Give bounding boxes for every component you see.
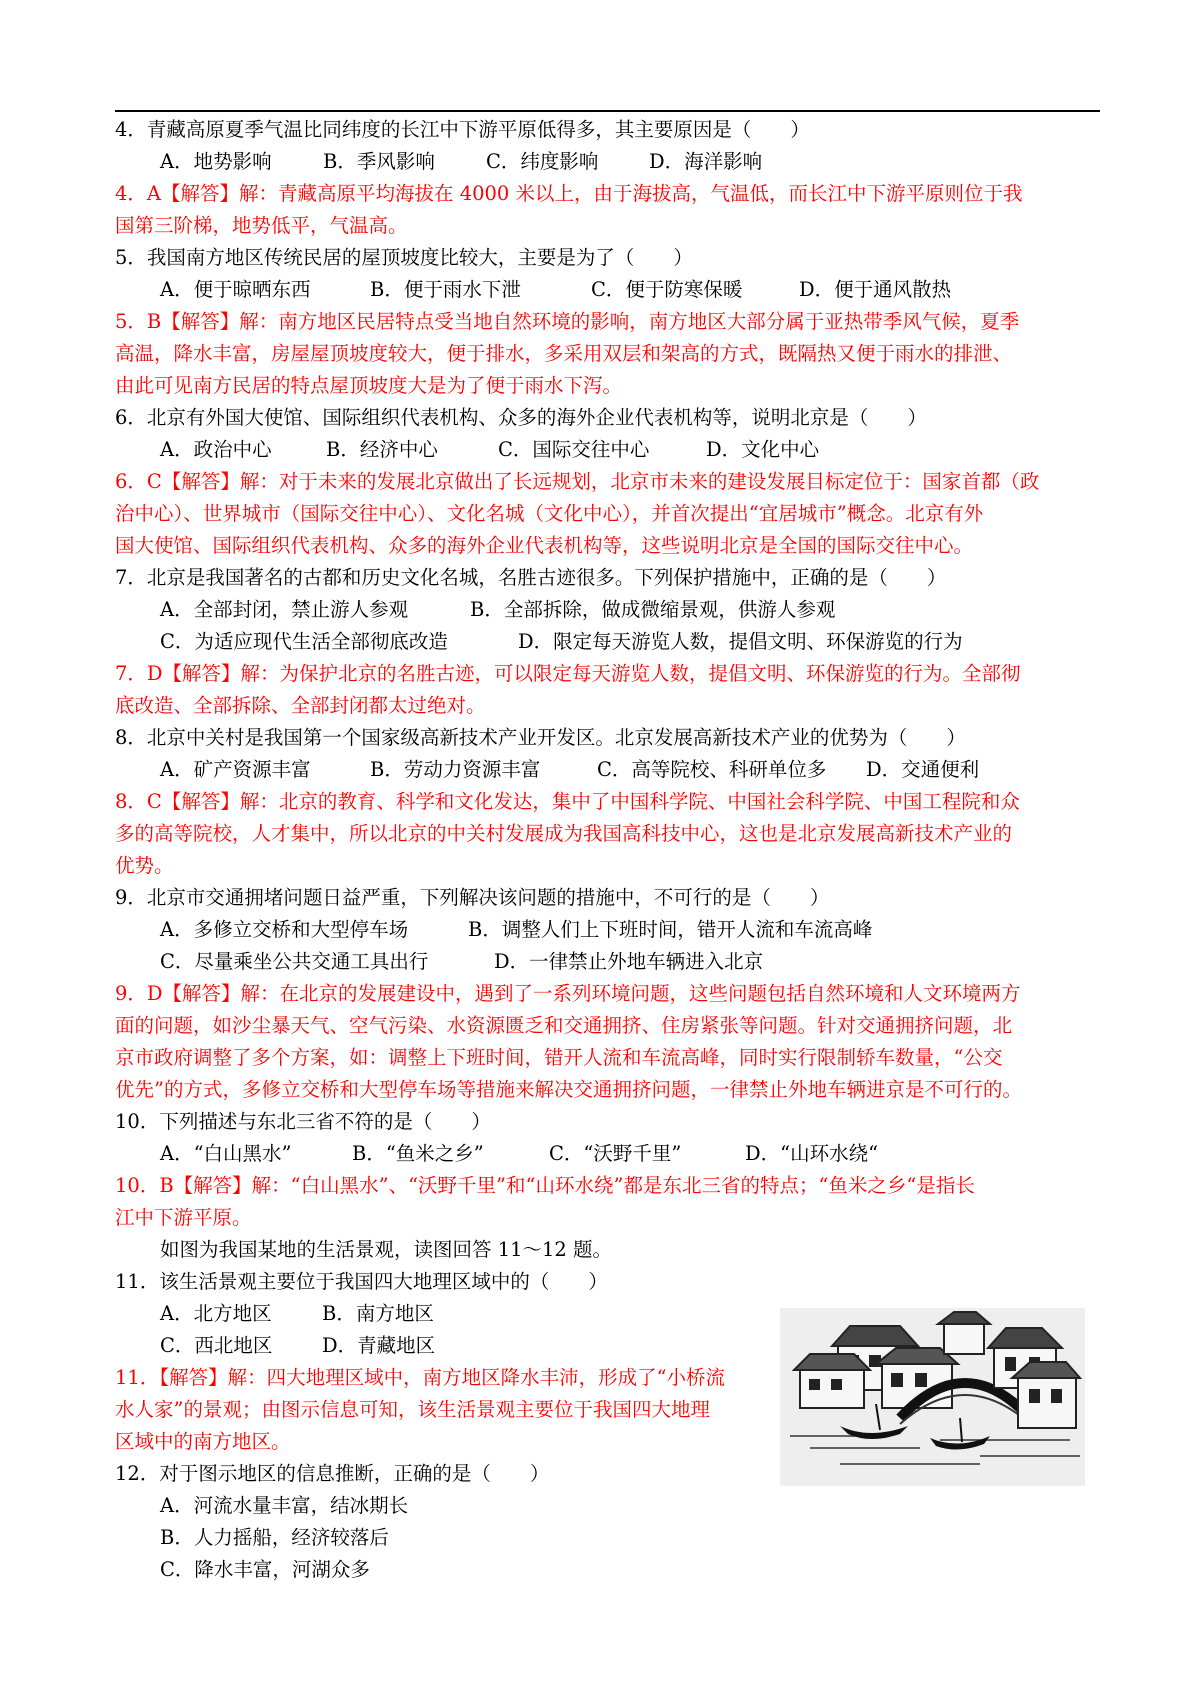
question-6-options (115, 434, 1105, 466)
question-7-options-row-1 (115, 594, 1105, 626)
option-a: A．北方地区 (160, 1302, 272, 1325)
answer-9-line-4: 优先”的方式，多修立交桥和大型停车场等措施来解决交通拥挤问题，一律禁止外地车辆进京是不可行的。 (115, 1078, 1022, 1101)
question-7-options-row-2 (115, 626, 1105, 658)
option-b: B．人力摇船，经济较落后 (160, 1526, 389, 1549)
question-4-stem: 4．青藏高原夏季气温比同纬度的长江中下游平原低得多，其主要原因是（ ） (115, 118, 810, 141)
option-d: D．便于通风散热 (799, 278, 952, 301)
option-a: A．多修立交桥和大型停车场 (160, 918, 409, 941)
option-a: A．“白山黑水” (160, 1142, 292, 1165)
option-a: A．政治中心 (160, 438, 272, 461)
answer-8-line-2: 多的高等院校，人才集中，所以北京的中关村发展成为我国高科技中心，这也是北京发展高新技术产业的 (115, 822, 1013, 845)
option-c: C．便于防寒保暖 (591, 278, 743, 301)
option-b: B．季风影响 (323, 150, 435, 173)
answer-11-line-3: 区域中的南方地区。 (115, 1430, 291, 1453)
answer-11-line-2: 水人家”的景观；由图示信息可知，该生活景观主要位于我国四大地理 (115, 1398, 710, 1421)
option-c: C．国际交往中心 (498, 438, 650, 461)
answer-10-line-1: 10．B【解答】解：“白山黑水”、“沃野千里”和“山环水绕”都是东北三省的特点；“鱼米之乡“是指长 (115, 1174, 975, 1197)
option-d: D．青藏地区 (322, 1334, 436, 1357)
option-b: B．调整人们上下班时间，错开人流和车流高峰 (468, 918, 873, 941)
option-d: D．一律禁止外地车辆进入北京 (494, 950, 764, 973)
question-4-options (115, 146, 1105, 178)
answer-6-line-1: 6．C【解答】解：对于未来的发展北京做出了长远规划，北京市未来的建设发展目标定位于：国家首都（政 (115, 470, 1040, 493)
option-d: D．文化中心 (706, 438, 820, 461)
option-b: B．南方地区 (322, 1302, 434, 1325)
question-8-options (115, 754, 1105, 786)
answer-4-line-2: 国第三阶梯，地势低平，气温高。 (115, 214, 408, 237)
answer-5-line-2: 高温，降水丰富，房屋屋顶坡度较大，便于排水，多采用双层和架高的方式，既隔热又便于雨水的排泄、 (115, 342, 1013, 365)
option-c: C．西北地区 (160, 1334, 273, 1357)
option-b: B．劳动力资源丰富 (370, 758, 541, 781)
option-d: D．“山环水绕“ (745, 1142, 879, 1165)
answer-7-line-2: 底改造、全部拆除、全部封闭都太过绝对。 (115, 694, 486, 717)
answer-8-line-3: 优势。 (115, 854, 174, 877)
answer-10-line-2: 江中下游平原。 (115, 1206, 252, 1229)
option-c: C．纬度影响 (486, 150, 599, 173)
question-9-options-row-1 (115, 914, 1105, 946)
header-rule (115, 110, 1100, 112)
answer-9-line-3: 京市政府调整了多个方案，如：调整上下班时间，错开人流和车流高峰，同时实行限制轿车数量，“公交 (115, 1046, 1003, 1069)
question-5-options (115, 274, 1105, 306)
question-10-options (115, 1138, 1105, 1170)
option-c: C．高等院校、科研单位多 (597, 758, 827, 781)
option-a: A．矿产资源丰富 (160, 758, 311, 781)
option-c: C．尽量乘坐公共交通工具出行 (160, 950, 429, 973)
option-c: C．“沃野千里” (549, 1142, 682, 1165)
question-11-stem: 11．该生活景观主要位于我国四大地理区域中的（ ） (115, 1270, 608, 1293)
option-b: B．“鱼米之乡” (352, 1142, 484, 1165)
question-12-stem: 12．对于图示地区的信息推断，正确的是（ ） (115, 1462, 550, 1485)
question-10-stem: 10．下列描述与东北三省不符的是（ ） (115, 1110, 491, 1133)
option-d: D．限定每天游览人数，提倡文明、环保游览的行为 (518, 630, 963, 653)
option-b: B．便于雨水下泄 (370, 278, 521, 301)
answer-6-line-3: 国大使馆、国际组织代表机构、众多的海外企业代表机构等，这些说明北京是全国的国际交往中心。 (115, 534, 974, 557)
water-town-illustration (780, 1308, 1085, 1486)
answer-4-line-1: 4．A【解答】解：青藏高原平均海拔在 4000 米以上，由于海拔高，气温低，而长江中下游平原则位于我 (115, 182, 1023, 205)
answer-9-line-2: 面的问题，如沙尘暴天气、空气污染、水资源匮乏和交通拥挤、住房紧张等问题。针对交通拥挤问题，北 (115, 1014, 1013, 1037)
answer-9-line-1: 9．D【解答】解：在北京的发展建设中，遇到了一系列环境问题，这些问题包括自然环境和人文环境两方 (115, 982, 1021, 1005)
answer-8-line-1: 8．C【解答】解：北京的教育、科学和文化发达，集中了中国科学院、中国社会科学院、中国工程院和众 (115, 790, 1020, 813)
answer-6-line-2: 治中心）、世界城市（国际交往中心）、文化名城（文化中心），并首次提出“宜居城市”概念。北京有外 (115, 502, 984, 525)
option-a: A．地势影响 (160, 150, 272, 173)
option-a: A．全部封闭，禁止游人参观 (160, 598, 409, 621)
answer-11-line-1: 11．【解答】解：四大地理区域中，南方地区降水丰沛，形成了“小桥流 (115, 1366, 726, 1389)
question-8-stem: 8．北京中关村是我国第一个国家级高新技术产业开发区。北京发展高新技术产业的优势为（ ） (115, 726, 966, 749)
option-c: C．降水丰富，河湖众多 (160, 1558, 370, 1581)
question-9-options-row-2 (115, 946, 1105, 978)
question-7-stem: 7．北京是我国著名的古都和历史文化名城，名胜古迹很多。下列保护措施中，正确的是（ ） (115, 566, 947, 589)
answer-5-line-3: 由此可见南方民居的特点屋顶坡度大是为了便于雨水下泻。 (115, 374, 623, 397)
option-a: A．河流水量丰富，结冰期长 (160, 1494, 409, 1517)
option-d: D．交通便利 (866, 758, 980, 781)
option-a: A．便于晾晒东西 (160, 278, 311, 301)
question-5-stem: 5．我国南方地区传统民居的屋顶坡度比较大，主要是为了（ ） (115, 246, 693, 269)
option-d: D．海洋影响 (649, 150, 763, 173)
figure-intro: 如图为我国某地的生活景观，读图回答 11～12 题。 (160, 1238, 613, 1261)
option-c: C．为适应现代生活全部彻底改造 (160, 630, 448, 653)
question-9-stem: 9．北京市交通拥堵问题日益严重，下列解决该问题的措施中，不可行的是（ ） (115, 886, 830, 909)
question-6-stem: 6．北京有外国大使馆、国际组织代表机构、众多的海外企业代表机构等，说明北京是（ ） (115, 406, 927, 429)
option-b: B．全部拆除，做成微缩景观，供游人参观 (470, 598, 836, 621)
answer-5-line-1: 5．B【解答】解：南方地区民居特点受当地自然环境的影响，南方地区大部分属于亚热带季风气候，夏季 (115, 310, 1020, 333)
answer-7-line-1: 7．D【解答】解：为保护北京的名胜古迹，可以限定每天游览人数，提倡文明、环保游览的行为。全部彻 (115, 662, 1021, 685)
option-b: B．经济中心 (326, 438, 438, 461)
